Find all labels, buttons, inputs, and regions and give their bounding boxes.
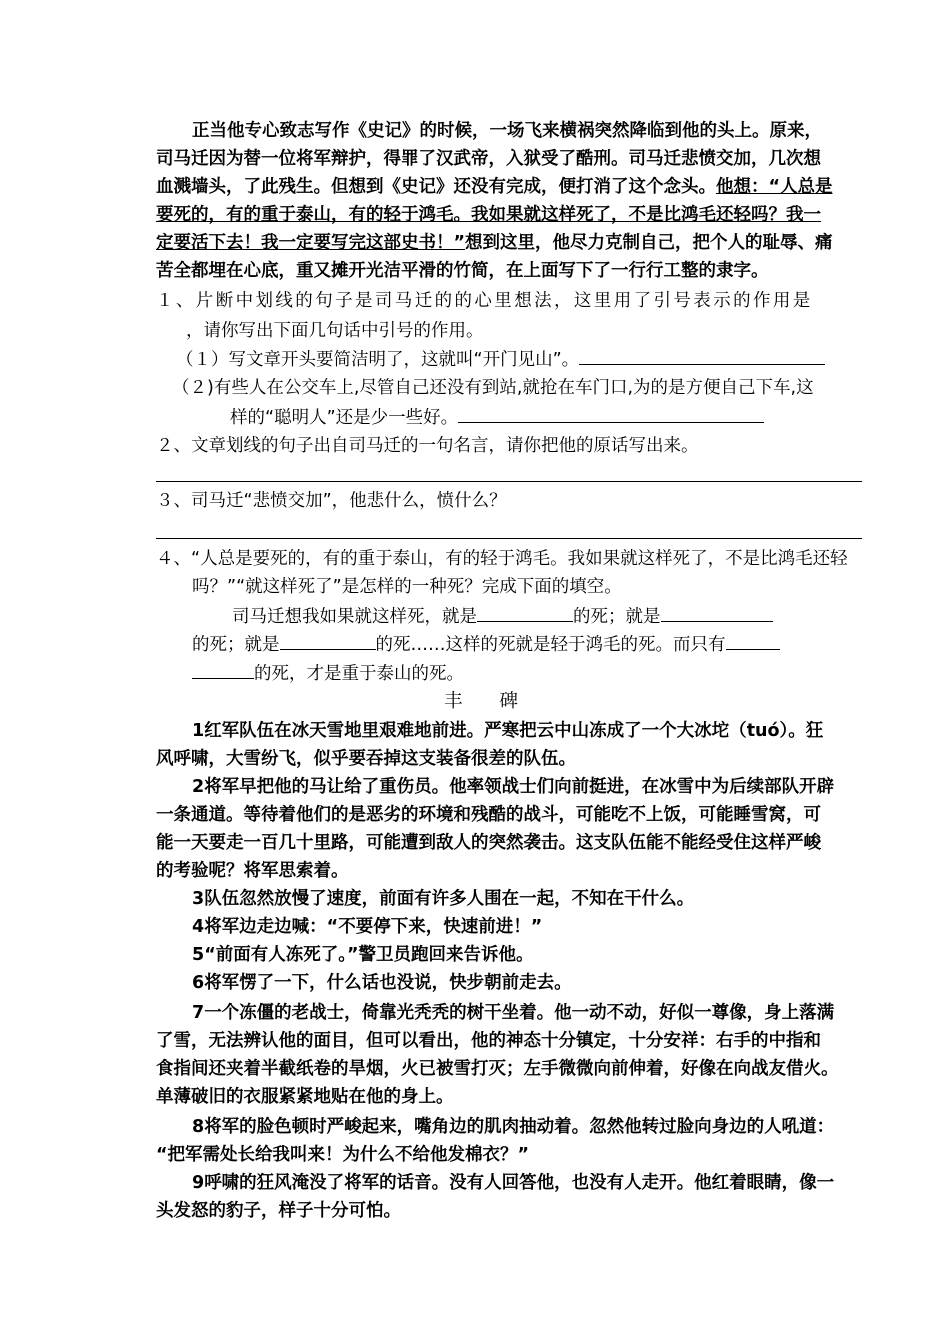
paragraph-1 [192,718,823,744]
underlined-sentence: 要死的，有的重于泰山，有的轻于鸿毛。我如果就这样死了，不是比鸿毛还轻吗？我一 [156,205,821,225]
paragraph-line: “把军需处长给我叫来！为什么不给他发棉衣？” [156,1145,530,1165]
fill-blank[interactable] [661,603,773,622]
paragraph-text: 红军队伍在冰天雪地里艰难地前进。严寒把云中山冻成了一个大冰坨（ [204,721,747,741]
item-text: （１）写文章开头要简洁明了，这就叫“开门见山”。 [176,350,580,370]
passage-line: 司马迁因为替一位将军辩护，得罪了汉武帝，入狱受了酷刑。司马迁悲愤交加，几次想 [156,149,821,169]
paragraph-number: 1 [192,721,205,741]
passage-line: 正当他专心致志写作《史记》的时候，一场飞来横祸突然降临到他的头上。原来， [192,121,822,141]
passage-line: 苦全都埋在心底，重又摊开光洁平滑的竹简，在上面写下了一行行工整的隶字。 [156,261,769,281]
question-1-item-2: （２)有些人在公交车上,尽管自己还没有到站,就抢在车门口,为的是方便自己下车,这 [172,378,814,398]
question-1-cont: ，请你写出下面几句话中引号的作用。 [186,321,484,341]
paragraph-text: 将军早把他的马让给了重伤员。他率领战士们向前挺进，在冰雪中为后续部队开辟 [204,777,835,797]
paragraph-number: 9 [192,1173,205,1193]
paragraph-number: 8 [192,1117,205,1137]
paragraph-number: 3 [192,889,205,909]
fill-text: 的死；就是 [192,635,280,655]
passage-line [156,174,833,200]
paragraph-number: 4 [192,917,205,937]
answer-blank[interactable] [458,404,764,423]
question-4-cont: 吗？”“就这样死了”是怎样的一种死？完成下面的填空。 [192,577,622,597]
paragraph-7 [192,1000,834,1026]
paragraph-line: 风呼啸，大雪纷飞，似乎要吞掉这支装备很差的队伍。 [156,749,576,769]
item-text: 样的“聪明人”还是少一些好。 [230,408,459,428]
passage-text: 血溅墙头，了此残生。但想到《史记》还没有完成，便打消了这个念头。 [156,177,716,197]
question-3: ３、司马迁“悲愤交加”，他悲什么，愤什么？ [156,491,507,511]
answer-line[interactable] [156,481,862,482]
story-title: 丰 碑 [444,691,519,712]
question-4-fill-line [192,660,464,687]
underlined-sentence: 定要活下去！我一定要写完这部史书！” [156,233,466,253]
paragraph-line: 的考验呢？将军思索着。 [156,861,349,881]
paragraph-text: 一个冻僵的老战士，倚靠光秃秃的树干坐着。他一动不动，好似一尊像，身上落满 [204,1003,835,1023]
paragraph-6 [192,970,572,996]
answer-blank[interactable] [579,346,825,365]
fill-blank[interactable] [477,603,573,622]
question-4: ４、“人总是要死的，有的重于泰山，有的轻于鸿毛。我如果就这样死了，不是比鸿毛还轻 [156,549,848,569]
fill-text: 的死；就是 [573,607,661,627]
question-4-fill-line [192,631,780,658]
paragraph-text: 将军边走边喊：“不要停下来，快速前进！” [204,917,543,937]
question-1: １、片断中划线的句子是司马迁的的心里想法，这里用了引号表示的作用是 [156,291,813,311]
question-1-item-2-cont [230,404,764,431]
fill-blank[interactable] [192,660,254,679]
paragraph-9 [192,1170,834,1196]
paragraph-number: 6 [192,973,205,993]
paragraph-text: 呼啸的狂风淹没了将军的话音。没有人回答他，也没有人走开。他红着眼睛，像一 [204,1173,835,1193]
paragraph-line: 能一天要走一百几十里路，可能遭到敌人的突然袭击。这支队伍能不能经受住这样严峻 [156,833,821,853]
pinyin: tuó [746,721,780,741]
paragraph-line: 一条通道。等待着他们的是恶劣的环境和残酷的战斗，可能吃不上饭，可能睡雪窝，可 [156,805,821,825]
paragraph-line: 食指间还夹着半截纸卷的旱烟，火已被雪打灭；左手微微向前伸着，好像在向战友借火。 [156,1059,839,1079]
paragraph-number: 7 [192,1003,205,1023]
answer-line[interactable] [156,538,862,539]
paragraph-2 [192,774,834,800]
question-4-fill-line [232,603,773,630]
paragraph-text: “前面有人冻死了。”警卫员跑回来告诉他。 [204,945,534,965]
question-2: ２、文章划线的句子出自司马迁的一句名言，请你把他的原话写出来。 [156,436,699,456]
paragraph-line: 头发怒的豹子，样子十分可怕。 [156,1201,401,1221]
paragraph-4 [192,914,542,940]
paragraph-text: 将军的脸色顿时严峻起来，嘴角边的肌肉抽动着。忽然他转过脸向身边的人吼道： [204,1117,835,1137]
fill-blank[interactable] [280,631,376,650]
paragraph-text: 队伍忽然放慢了速度，前面有许多人围在一起，不知在干什么。 [204,889,695,909]
underlined-sentence: 他想：“人总是 [716,177,833,197]
question-1-item-1 [176,346,825,373]
fill-text: 司马迁想我如果就这样死，就是 [232,607,477,627]
paragraph-3 [192,886,694,912]
paragraph-5 [192,942,533,968]
paragraph-8 [192,1114,834,1140]
paragraph-number: 2 [192,777,205,797]
passage-text: 想到这里，他尽力克制自己，把个人的耻辱、痛 [465,233,833,253]
paragraph-line: 单薄破旧的衣服紧紧地贴在他的身上。 [156,1087,454,1107]
passage-line [156,230,833,256]
paragraph-text: 将军愣了一下，什么话也没说，快步朝前走去。 [204,973,572,993]
paragraph-line: 了雪，无法辨认他的面目，但可以看出，他的神态十分镇定，十分安祥：右手的中指和 [156,1031,821,1051]
fill-text: 的死……这样的死就是轻于鸿毛的死。而只有 [375,635,726,655]
paragraph-number: 5 [192,945,205,965]
fill-text: 的死，才是重于泰山的死。 [254,664,464,684]
fill-blank[interactable] [726,631,780,650]
paragraph-text: ）。狂 [779,721,824,741]
